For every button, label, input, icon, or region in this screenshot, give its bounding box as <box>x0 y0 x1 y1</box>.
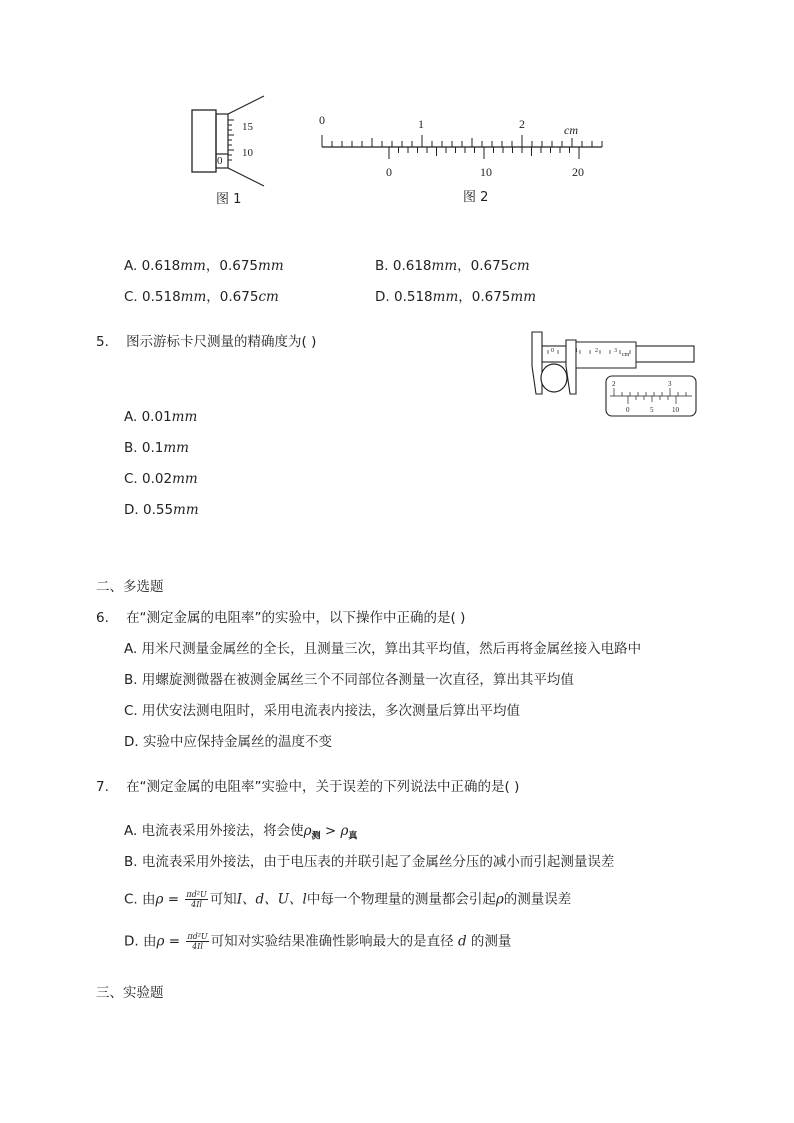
svg-text:0: 0 <box>626 406 630 414</box>
q6-stem: 6. 在“测定金属的电阻率”的实验中，以下操作中正确的是( ) <box>96 610 466 626</box>
main-scale-label-2: 2 <box>519 117 525 131</box>
svg-text:10: 10 <box>672 406 679 414</box>
q5-option-a: A. 0.01mm <box>124 409 198 425</box>
q7-option-b: B. 电流表采用外接法，由于电压表的并联引起了金属丝分压的减小而引起测量误差 <box>124 854 615 870</box>
vernier-label-10: 10 <box>480 165 492 179</box>
micrometer-label-0: 0 <box>217 155 223 167</box>
vernier-label-20: 20 <box>572 165 584 179</box>
q6-option-a: A. 用米尺测量金属丝的全长，且测量三次，算出其平均值，然后再将金属丝接入电路中 <box>124 641 642 657</box>
svg-text:3: 3 <box>668 380 672 388</box>
fraction: $\frac{\text{πd²U}}{4Il}$ <box>186 890 207 909</box>
q7-option-d: D. 由ρ = $\frac{\text{πd²U}}{4Il}$ 可知对实验结果准确性影响最大的是直径 d 的测量 <box>124 932 512 951</box>
caliper-figure <box>518 326 698 420</box>
q6-option-b: B. 用螺旋测微器在被测金属丝三个不同部位各测量一次直径，算出其平均值 <box>124 672 574 688</box>
q4-option-c: C. 0.518mm，0.675cm <box>124 289 279 305</box>
q5-stem: 5. 图示游标卡尺测量的精确度为( ) <box>96 334 317 350</box>
micrometer-drawing <box>190 92 280 192</box>
micrometer-label-10: 10 <box>242 147 253 159</box>
q7-option-a: A. 电流表采用外接法，将会使$\rho_测 > \rho_真$ <box>124 823 358 842</box>
svg-text:0: 0 <box>551 348 554 354</box>
q5-option-b: B. 0.1mm <box>124 440 189 456</box>
micrometer-label-15: 15 <box>242 121 253 133</box>
q6-option-c: C. 用伏安法测电阻时，采用电流表内接法，多次测量后算出平均值 <box>124 703 521 719</box>
vernier-label-0: 0 <box>386 165 392 179</box>
main-scale-label-1: 1 <box>418 117 424 131</box>
main-scale-label-0: 0 <box>319 113 325 127</box>
figure-2-vernier-scale <box>312 110 608 184</box>
section-heading-experiment: 三、实验题 <box>96 985 164 1001</box>
section-heading-multi-choice: 二、多选题 <box>96 579 164 595</box>
caliper-drawing <box>518 326 698 420</box>
vernier-drawing <box>312 110 608 184</box>
svg-text:2: 2 <box>612 380 616 388</box>
q7-stem: 7. 在“测定金属的电阻率”实验中，关于误差的下列说法中正确的是( ) <box>96 779 520 795</box>
fraction: $\frac{\text{πd²U}}{4Il}$ <box>187 932 208 951</box>
svg-text:cm: cm <box>622 352 630 358</box>
q5-option-c: C. 0.02mm <box>124 471 198 487</box>
svg-text:5: 5 <box>650 406 654 414</box>
figure-1-caption: 图 1 <box>216 192 242 207</box>
figure-1-micrometer <box>190 92 280 192</box>
q7-option-c: C. 由ρ = $\frac{\text{πd²U}}{4Il}$ 可知I、d、U、l中每一个物理量的测量都会引起ρ的测量误差 <box>124 890 572 909</box>
svg-text:1: 1 <box>575 348 578 354</box>
svg-text:2: 2 <box>595 348 598 354</box>
svg-text:3: 3 <box>614 348 617 354</box>
q4-option-d: D. 0.518mm，0.675mm <box>375 289 537 305</box>
q6-option-d: D. 实验中应保持金属丝的温度不变 <box>124 734 332 750</box>
unit-label-cm: cm <box>564 123 578 137</box>
figure-2-caption: 图 2 <box>463 190 489 205</box>
q4-option-a: A. 0.618mm，0.675mm <box>124 258 284 274</box>
q5-option-d: D. 0.55mm <box>124 502 199 518</box>
q4-option-b: B. 0.618mm，0.675cm <box>375 258 530 274</box>
